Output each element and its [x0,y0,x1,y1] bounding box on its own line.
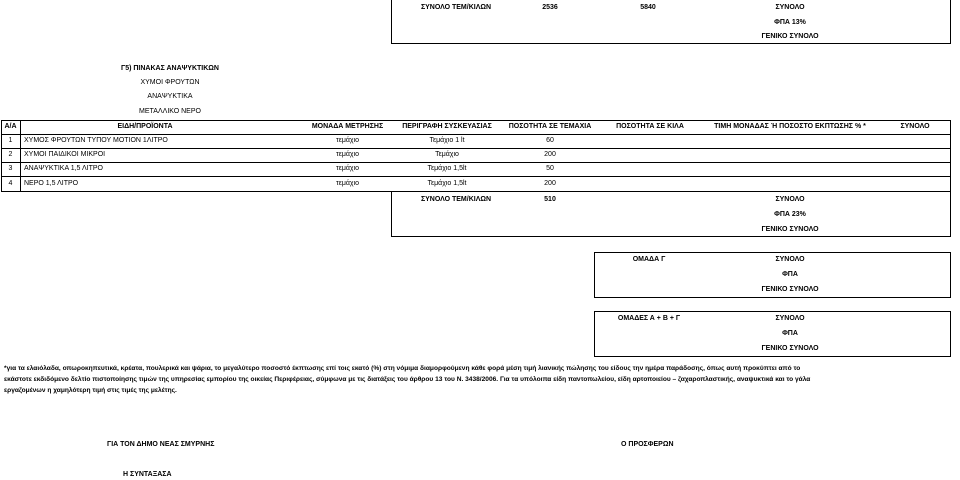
header-total: ΣΥΝΟΛΟ [900,123,930,130]
row-total[interactable] [880,134,950,148]
header-qty-kilos: ΠΟΣΟΤΗΤΑ ΣΕ ΚΙΛΑ [616,123,684,130]
groups-all-vat: ΦΠΑ [782,330,798,337]
header-unit: ΜΟΝΑΔΑ ΜΕΤΡΗΣΗΣ [311,123,384,130]
section-title: Γ5) ΠΙΝΑΚΑΣ ΑΝΑΨΥΚΤΙΚΩΝ [121,65,219,72]
row-price[interactable] [700,162,880,176]
row-total[interactable] [880,162,950,176]
group-g-grand-total: ΓΕΝΙΚΟ ΣΥΝΟΛΟ [761,286,819,293]
groups-all-total: ΣΥΝΟΛΟ [775,315,805,322]
group-g-label: ΟΜΑΔΑ Γ [632,256,666,263]
row-product: ΑΝΑΨΥΚΤΙΚΑ 1,5 ΛΙΤΡΟ [24,165,103,172]
row-product: ΧΥΜΟΣ ΦΡΟΥΤΩΝ ΤΥΠΟΥ ΜΟΤΙΟΝ 1ΛΙΤΡΟ [24,137,168,144]
row-total[interactable] [880,177,950,191]
top-summary-vat: ΦΠΑ 13% [774,19,806,26]
row-qty-kilos[interactable] [600,177,700,191]
table-summary-total-label: ΣΥΝΟΛΟ ΤΕΜ/ΚΙΛΩΝ [420,196,492,203]
row-no: 4 [8,180,13,187]
row-price[interactable] [700,177,880,191]
section-subtitle-mineral-water: ΜΕΤΑΛΛΙΚΟ ΝΕΡΟ [139,108,201,115]
row-no: 2 [8,151,13,158]
table-summary-vat: ΦΠΑ 23% [774,211,806,218]
top-summary-total: ΣΥΝΟΛΟ [775,4,805,11]
header-product: ΕΙΔΗ/ΠΡΟΪΟΝΤΑ [117,123,173,130]
groups-all-label: ΟΜΑΔΕΣ Α + Β + Γ [617,315,681,322]
group-g-vat: ΦΠΑ [782,271,798,278]
group-g-total: ΣΥΝΟΛΟ [775,256,805,263]
row-qty-kilos[interactable] [600,148,700,162]
row-unit: τεμάχιο [335,151,360,158]
top-summary-qty-pieces: 2536 [542,4,558,11]
row-qty-pieces: 200 [544,151,556,158]
row-total[interactable] [880,148,950,162]
row-packaging: Τεμάχιο 1,5lt [427,165,467,172]
table-summary-qty-pieces: 510 [544,196,556,203]
signature-bidder: Ο ΠΡΟΣΦΕΡΩΝ [621,441,674,448]
table-summary-grand-total: ΓΕΝΙΚΟ ΣΥΝΟΛΟ [761,226,819,233]
section-subtitle-juices: ΧΥΜΟΙ ΦΡΟΥΤΩΝ [140,79,200,86]
row-product: ΧΥΜΟΙ ΠΑΙΔΙΚΟΙ ΜΙΚΡΟΙ [24,151,106,158]
row-packaging: Τεμάχιο 1,5lt [427,180,467,187]
footnote-line: εκάστοτε εκδιδόμενο δελτίο πιστοποίησης τιμών της υπηρεσίας εμπορίου της οικείας Περιφέρειας, σύμφωνα με τις διατάξεις του άρθρου 13 του Ν. 3438/2006. Για τα υπόλοιπα είδη παντοπωλείου, είδη αρτοποιείου – ζαχαροπλαστικής, αναψυκτικά και το γάλα [4,376,811,383]
row-qty-kilos[interactable] [600,134,700,148]
row-price[interactable] [700,148,880,162]
top-summary-grand-total: ΓΕΝΙΚΟ ΣΥΝΟΛΟ [761,33,819,40]
table-summary-total: ΣΥΝΟΛΟ [775,196,805,203]
signature-municipality: ΓΙΑ ΤΟΝ ΔΗΜΟ ΝΕΑΣ ΣΜΥΡΝΗΣ [107,441,215,448]
row-price[interactable] [700,134,880,148]
row-qty-pieces: 50 [546,165,554,172]
top-summary-qty-kilos: 5840 [640,4,656,11]
row-qty-pieces: 60 [546,137,554,144]
row-no: 1 [8,137,13,144]
header-no: Α/Α [4,123,17,130]
groups-all-grand-total: ΓΕΝΙΚΟ ΣΥΝΟΛΟ [761,345,819,352]
header-packaging: ΠΕΡΙΓΡΑΦΗ ΣΥΣΚΕΥΑΣΙΑΣ [402,123,492,130]
row-no: 3 [8,165,13,172]
signature-author: Η ΣΥΝΤΑΞΑΣΑ [123,471,172,478]
row-packaging: Τεμάχιο 1 lt [429,137,465,144]
row-qty-pieces: 200 [544,180,556,187]
row-unit: τεμάχιο [335,165,360,172]
row-unit: τεμάχιο [335,180,360,187]
footnote-line: *για τα ελαιόλαδα, οπωροκηπευτικά, κρέατα, πουλερικά και ψάρια, το μεγαλύτερο ποσοστό έκπτωσης επί τοις εκατό (%) στη νόμιμα διαμορφούμενη κάθε φορά μέση τιμή λιανικής πώλησης του είδους την ημέρα παράδοσης, όπως αυτή προκύπτει από το [4,365,801,372]
top-summary-total-label: ΣΥΝΟΛΟ ΤΕΜ/ΚΙΛΩΝ [420,4,492,11]
header-price: ΤΙΜΗ ΜΟΝΑΔΑΣ Ή ΠΟΣΟΣΤΟ ΕΚΠΤΩΣΗΣ % * [714,123,866,130]
row-product: ΝΕΡΟ 1,5 ΛΙΤΡΟ [24,180,79,187]
header-qty-pieces: ΠΟΣΟΤΗΤΑ ΣΕ ΤΕΜΑΧΙΑ [508,123,592,130]
row-qty-kilos[interactable] [600,162,700,176]
footnote-line: εργαζομένων η χαμηλότερη τιμή στις τιμές της μελέτης. [4,387,177,394]
section-subtitle-soft-drinks: ΑΝΑΨΥΚΤΙΚΑ [147,93,193,100]
row-unit: τεμάχιο [335,137,360,144]
row-packaging: Τεμάχιο [435,151,459,158]
